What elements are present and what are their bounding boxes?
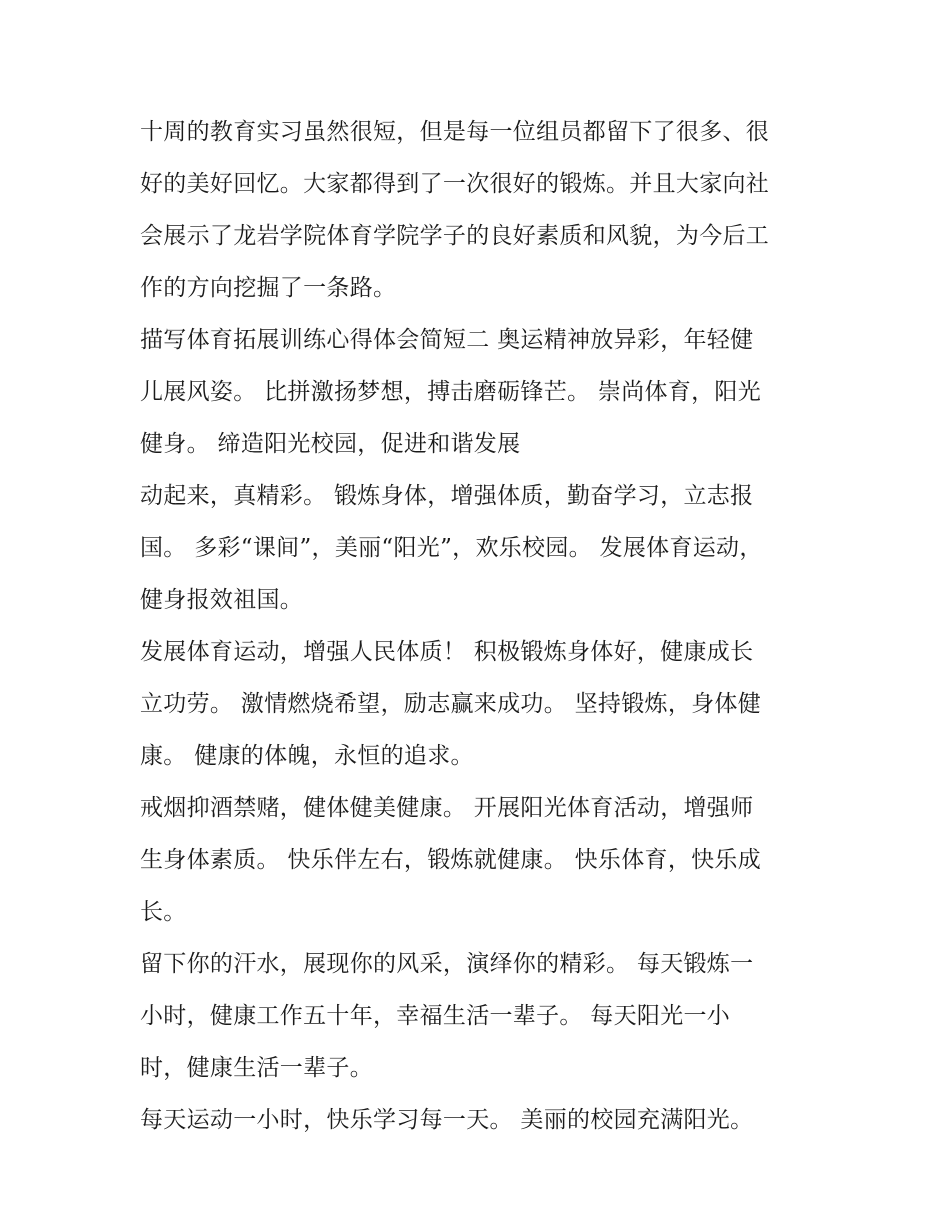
text-line: 健身。 缔造阳光校园，促进和谐发展 bbox=[140, 431, 521, 457]
text-line: 儿展风姿。 比拼激扬梦想，搏击磨砺锋芒。 崇尚体育，阳光 bbox=[140, 379, 762, 405]
text-line: 每天运动一小时，快乐学习每一天。 美丽的校园充满阳光。 bbox=[140, 1107, 754, 1133]
text-line: 动起来，真精彩。 锻炼身体，增强体质，勤奋学习，立志报 bbox=[140, 483, 754, 509]
document-body bbox=[140, 106, 840, 1146]
text-line: 发展体育运动，增强人民体质！ 积极锻炼身体好，健康成长 bbox=[140, 639, 754, 665]
text-line: 描写体育拓展训练心得体会简短二 奥运精神放异彩，年轻健 bbox=[140, 327, 754, 353]
text-line: 康。 健康的体魄，永恒的追求。 bbox=[140, 743, 474, 769]
text-line: 生身体素质。 快乐伴左右，锻炼就健康。 快乐体育，快乐成 bbox=[140, 847, 762, 873]
text-line: 国。 多彩“课间”，美丽“阳光”，欢乐校园。 发展体育运动， bbox=[140, 535, 763, 561]
text-line: 十周的教育实习虽然很短，但是每一位组员都留下了很多、很 bbox=[140, 119, 770, 145]
text-line: 立功劳。 激情燃烧希望，励志赢来成功。 坚持锻炼，身体健 bbox=[140, 691, 762, 717]
text-line: 时，健康生活一辈子。 bbox=[140, 1055, 373, 1081]
text-line: 作的方向挖掘了一条路。 bbox=[140, 275, 397, 301]
text-line: 小时，健康工作五十年，幸福生活一辈子。 每天阳光一小 bbox=[140, 1003, 731, 1029]
text-line: 戒烟抑酒禁赌，健体健美健康。 开展阳光体育活动，增强师 bbox=[140, 795, 754, 821]
text-line: 健身报效祖国。 bbox=[140, 587, 304, 613]
text-line: 留下你的汗水，展现你的风采，演绎你的精彩。 每天锻炼一 bbox=[140, 951, 754, 977]
text-line: 会展示了龙岩学院体育学院学子的良好素质和风貌，为今后工 bbox=[140, 223, 770, 249]
text-line: 长。 bbox=[140, 899, 187, 925]
text-line: 好的美好回忆。大家都得到了一次很好的锻炼。并且大家向社 bbox=[140, 171, 770, 197]
